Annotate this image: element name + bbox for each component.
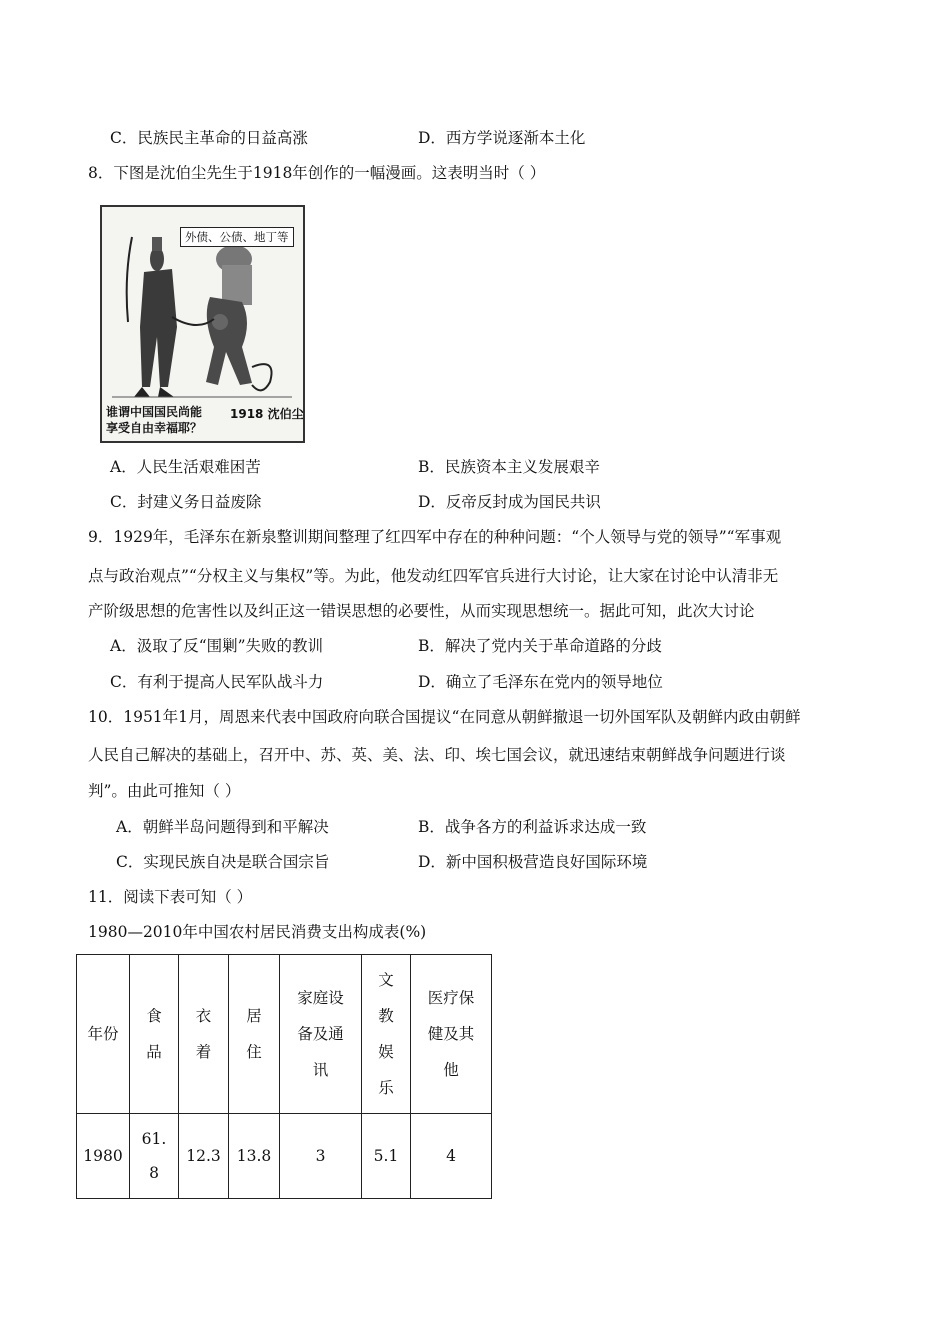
cartoon-caption-line2: 享受自由幸福耶？	[106, 421, 203, 435]
q10-stem-line3: 判”。由此可推知（ ）	[88, 782, 241, 800]
table-header-cell	[229, 955, 280, 1114]
table-cell: 13.8	[229, 1114, 280, 1199]
q10-option-b: B．战争各方的利益诉求达成一致	[418, 818, 647, 836]
q9-stem-line3: 产阶级思想的危害性以及纠正这一错误思想的必要性，从而实现思想统一。据此可知，此次大讨论	[88, 602, 755, 620]
q9-option-c: C．有利于提高人民军队战斗力	[110, 673, 324, 691]
header-medical-other: 医疗保健及其他	[427, 989, 475, 1079]
q8-cartoon	[100, 205, 305, 443]
table-cell: 3	[280, 1114, 362, 1199]
header-clothing: 衣着	[195, 1007, 212, 1061]
q8-option-b: B．民族资本主义发展艰辛	[418, 458, 600, 476]
table-header-cell	[130, 955, 179, 1114]
consumption-table	[76, 954, 492, 1199]
cartoon-signature: 1918 沈伯尘	[230, 407, 304, 421]
table-cell: 12.3	[179, 1114, 229, 1199]
q9-option-d: D．确立了毛泽东在党内的领导地位	[418, 673, 663, 691]
table-header-cell	[362, 955, 411, 1114]
table-row	[77, 1114, 492, 1199]
table-header-cell	[179, 955, 229, 1114]
table-cell	[130, 1114, 179, 1199]
q10-stem-line2: 人民自己解决的基础上，召开中、苏、英、美、法、印、埃七国会议，就迅速结束朝鲜战争问题进行谈	[88, 746, 786, 764]
header-food: 食品	[146, 1007, 162, 1061]
header-year: 年份	[87, 1025, 119, 1043]
q11-stem: 11．阅读下表可知（ ）	[88, 888, 253, 906]
header-household-equipment: 家庭设备及通讯	[297, 989, 344, 1079]
table-cell: 1980	[77, 1114, 130, 1199]
q8-stem: 8．下图是沈伯尘先生于1918年创作的一幅漫画。这表明当时（ ）	[88, 164, 546, 182]
table-cell: 5.1	[362, 1114, 411, 1199]
header-education-entertainment: 文教娱乐	[378, 971, 394, 1097]
cartoon-caption-line1: 谁谓中国国民尚能	[106, 405, 203, 419]
q8-option-c: C．封建义务日益废除	[110, 493, 262, 511]
table-cell: 4	[411, 1114, 492, 1199]
q10-option-c: C．实现民族自决是联合国宗旨	[116, 853, 330, 871]
q9-stem-line2: 点与政治观点”“分权主义与集权”等。为此，他发动红四军官兵进行大讨论，让大家在讨论中认清非无	[88, 567, 779, 585]
cell-food-value: 61.8	[141, 1130, 167, 1182]
table-header-cell	[77, 955, 130, 1114]
cartoon-tag: 外债、公债、地丁等	[180, 227, 294, 247]
q8-option-d: D．反帝反封成为国民共识	[418, 493, 601, 511]
table-header-cell	[411, 955, 492, 1114]
table-title: 1980—2010年中国农村居民消费支出构成表(%)	[88, 923, 427, 941]
q10-stem-line1: 10．1951年1月，周恩来代表中国政府向联合国提议“在同意从朝鲜撤退一切外国军队及朝鲜内政由朝鲜	[88, 708, 801, 726]
table-header-row	[77, 955, 492, 1114]
q7-option-c: C．民族民主革命的日益高涨	[110, 129, 308, 147]
q9-stem-line1: 9．1929年，毛泽东在新泉整训期间整理了红四军中存在的种种问题：“个人领导与党的领导”“军事观	[88, 528, 782, 546]
q7-option-d: D．西方学说逐渐本土化	[418, 129, 586, 147]
q9-option-b: B．解决了党内关于革命道路的分歧	[418, 637, 662, 655]
header-housing: 居住	[246, 1007, 262, 1061]
q10-option-a: A．朝鲜半岛问题得到和平解决	[116, 818, 329, 836]
table-header-cell	[280, 955, 362, 1114]
q8-option-a: A．人民生活艰难困苦	[110, 458, 261, 476]
q9-option-a: A．汲取了反“围剿”失败的教训	[110, 637, 324, 655]
q10-option-d: D．新中国积极营造良好国际环境	[418, 853, 648, 871]
